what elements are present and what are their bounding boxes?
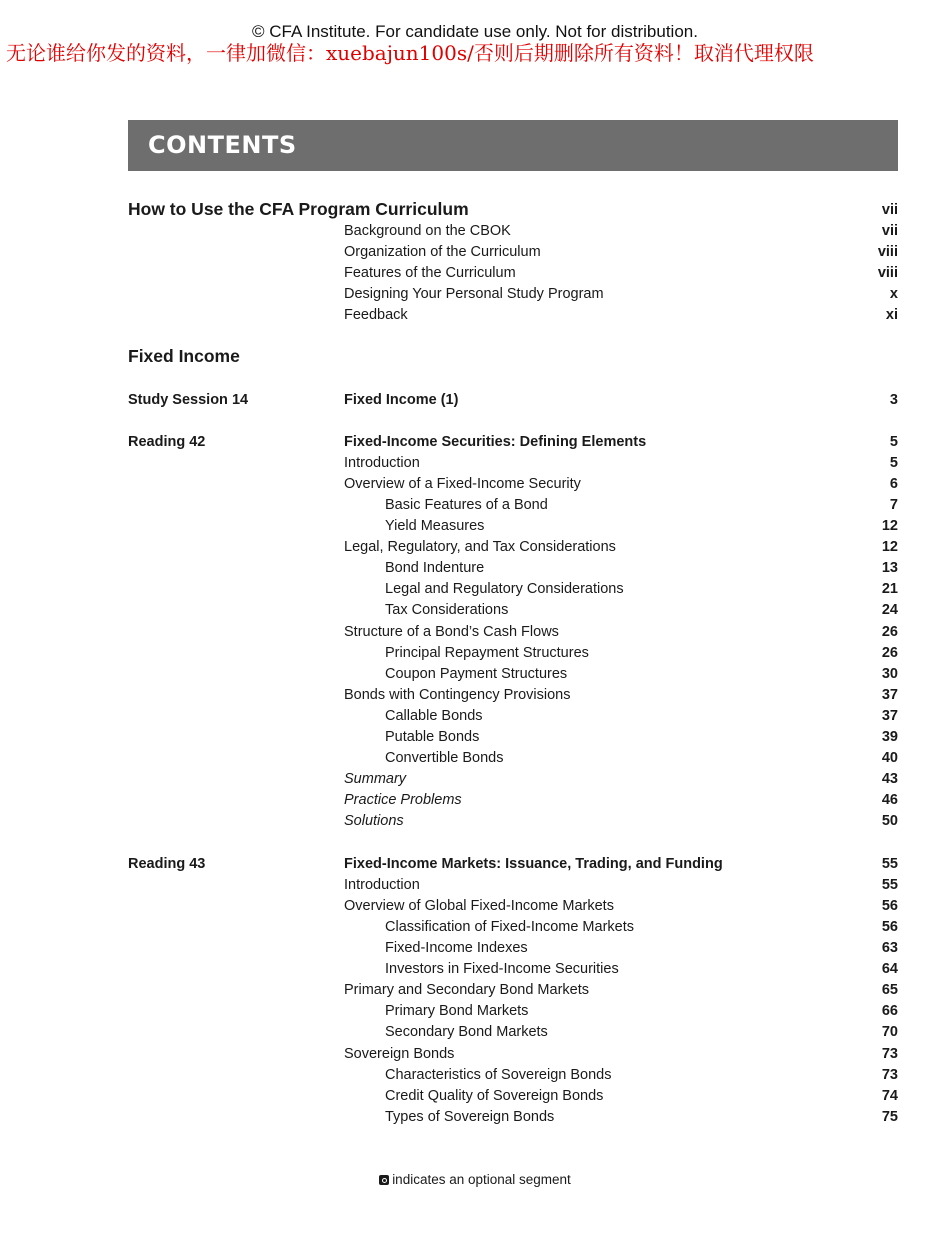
optional-segment-text: indicates an optional segment [392,1172,571,1187]
toc-subentry[interactable] [0,706,950,727]
entry-title: Introduction [344,877,420,893]
entry-title: Overview of Global Fixed-Income Markets [344,898,614,914]
entry-title: Sovereign Bonds [344,1046,455,1062]
page-number: 43 [881,771,898,787]
entry-title: Coupon Payment Structures [385,666,568,682]
entry-title: Investors in Fixed-Income Securities [385,961,619,977]
toc-entry[interactable] [0,305,950,326]
toc-subentry[interactable] [0,917,950,938]
study-session-entry[interactable] [0,390,950,411]
page-number: 3 [889,392,898,408]
page-number: 56 [881,898,898,914]
page-number: x [889,286,898,302]
page-number: vii [881,202,898,218]
toc-subentry[interactable] [0,938,950,959]
toc-entry-how-to-use[interactable] [0,199,950,220]
toc-entry-practice-problems[interactable] [0,790,950,811]
reading-entry-42[interactable] [0,432,950,453]
page-number: 5 [889,455,898,471]
page-number: viii [877,244,898,260]
page-number: 63 [881,940,898,956]
toc-subentry[interactable] [0,1065,950,1086]
toc-subentry[interactable] [0,643,950,664]
watermark-text: 无论谁给你发的资料，一律加微信：xuebajun100s/否则后期删除所有资料！取消代理权限 [6,41,814,65]
toc-entry[interactable] [0,1044,950,1065]
study-session-label: Study Session 14 [128,392,249,408]
entry-title: Feedback [344,307,408,323]
entry-title: Convertible Bonds [385,750,504,766]
page-number: 7 [889,497,898,513]
entry-title: Structure of a Bond’s Cash Flows [344,624,559,640]
entry-title: Background on the CBOK [344,223,511,239]
toc-subentry[interactable] [0,1086,950,1107]
page-number: 37 [881,687,898,703]
page-number: 12 [881,539,898,555]
toc-entry[interactable] [0,474,950,495]
entry-title: Basic Features of a Bond [385,497,548,513]
page-number: 24 [881,602,898,618]
page-number: 56 [881,919,898,935]
page-number: viii [877,265,898,281]
toc-entry[interactable] [0,221,950,242]
reading-label: Reading 42 [128,434,206,450]
section-heading [0,346,950,367]
toc-heading: How to Use the CFA Program Curriculum [128,199,469,219]
section-title: Fixed Income [128,346,240,366]
page-number: 65 [881,982,898,998]
toc-entry-solutions[interactable] [0,811,950,832]
toc-entry[interactable] [0,622,950,643]
entry-title: Secondary Bond Markets [385,1024,548,1040]
toc-entry[interactable] [0,980,950,1001]
page-number: xi [885,307,898,323]
toc-subentry[interactable] [0,600,950,621]
entry-title: Characteristics of Sovereign Bonds [385,1067,612,1083]
page-number: 26 [881,645,898,661]
reading-entry-43[interactable] [0,854,950,875]
toc-entry-summary[interactable] [0,769,950,790]
page-number: 50 [881,813,898,829]
page-number: 74 [881,1088,898,1104]
copyright-notice: © CFA Institute. For candidate use only. Not for distribution. [252,22,698,41]
entry-title: Callable Bonds [385,708,483,724]
page-number: 55 [881,856,898,872]
entry-title: Primary Bond Markets [385,1003,529,1019]
entry-title: Designing Your Personal Study Program [344,286,604,302]
toc-entry[interactable] [0,896,950,917]
page-number: 21 [881,581,898,597]
toc-entry[interactable] [0,263,950,284]
contents-title: CONTENTS [148,131,297,159]
toc-entry[interactable] [0,875,950,896]
toc-entry[interactable] [0,242,950,263]
toc-entry[interactable] [0,453,950,474]
entry-title: Putable Bonds [385,729,480,745]
entry-title: Yield Measures [385,518,485,534]
toc-subentry[interactable] [0,495,950,516]
toc-entry[interactable] [0,284,950,305]
toc-subentry[interactable] [0,1022,950,1043]
entry-title: Classification of Fixed-Income Markets [385,919,634,935]
toc-entry[interactable] [0,537,950,558]
page-number: 6 [889,476,898,492]
entry-title: Overview of a Fixed-Income Security [344,476,581,492]
page-number: vii [881,223,898,239]
page-number: 70 [881,1024,898,1040]
toc-subentry[interactable] [0,1001,950,1022]
page-number: 30 [881,666,898,682]
entry-title: Fixed-Income Indexes [385,940,528,956]
entry-title: Legal and Regulatory Considerations [385,581,624,597]
page-number: 12 [881,518,898,534]
page-number: 73 [881,1067,898,1083]
entry-title: Solutions [344,813,404,829]
entry-title: Bonds with Contingency Provisions [344,687,571,703]
page-number: 5 [889,434,898,450]
page-number: 64 [881,961,898,977]
entry-title: Types of Sovereign Bonds [385,1109,555,1125]
entry-title: Introduction [344,455,420,471]
optional-segment-note [0,1172,950,1187]
page-number: 40 [881,750,898,766]
reading-title: Fixed-Income Securities: Defining Elements [344,434,647,450]
toc-subentry[interactable] [0,516,950,537]
entry-title: Primary and Secondary Bond Markets [344,982,589,998]
entry-title: Features of the Curriculum [344,265,516,281]
toc-subentry[interactable] [0,558,950,579]
toc-subentry[interactable] [0,664,950,685]
study-session-title: Fixed Income (1) [344,392,459,408]
toc-subentry[interactable] [0,959,950,980]
page-number: 75 [881,1109,898,1125]
page-number: 46 [881,792,898,808]
reading-title: Fixed-Income Markets: Issuance, Trading, and Funding [344,856,723,872]
toc-subentry[interactable] [0,1107,950,1128]
optional-segment-icon [379,1175,389,1185]
page-number: 26 [881,624,898,640]
entry-title: Organization of the Curriculum [344,244,541,260]
entry-title: Summary [344,771,407,787]
entry-title: Practice Problems [344,792,462,808]
page-number: 39 [881,729,898,745]
toc-subentry[interactable] [0,748,950,769]
toc-subentry[interactable] [0,579,950,600]
toc-entry[interactable] [0,685,950,706]
entry-title: Credit Quality of Sovereign Bonds [385,1088,604,1104]
contents-banner [128,120,898,171]
reading-label: Reading 43 [128,856,206,872]
toc-subentry[interactable] [0,727,950,748]
page-number: 37 [881,708,898,724]
entry-title: Tax Considerations [385,602,509,618]
entry-title: Bond Indenture [385,560,485,576]
page-number: 66 [881,1003,898,1019]
page-number: 73 [881,1046,898,1062]
page-number: 55 [881,877,898,893]
entry-title: Principal Repayment Structures [385,645,589,661]
entry-title: Legal, Regulatory, and Tax Considerations [344,539,616,555]
page-number: 13 [881,560,898,576]
